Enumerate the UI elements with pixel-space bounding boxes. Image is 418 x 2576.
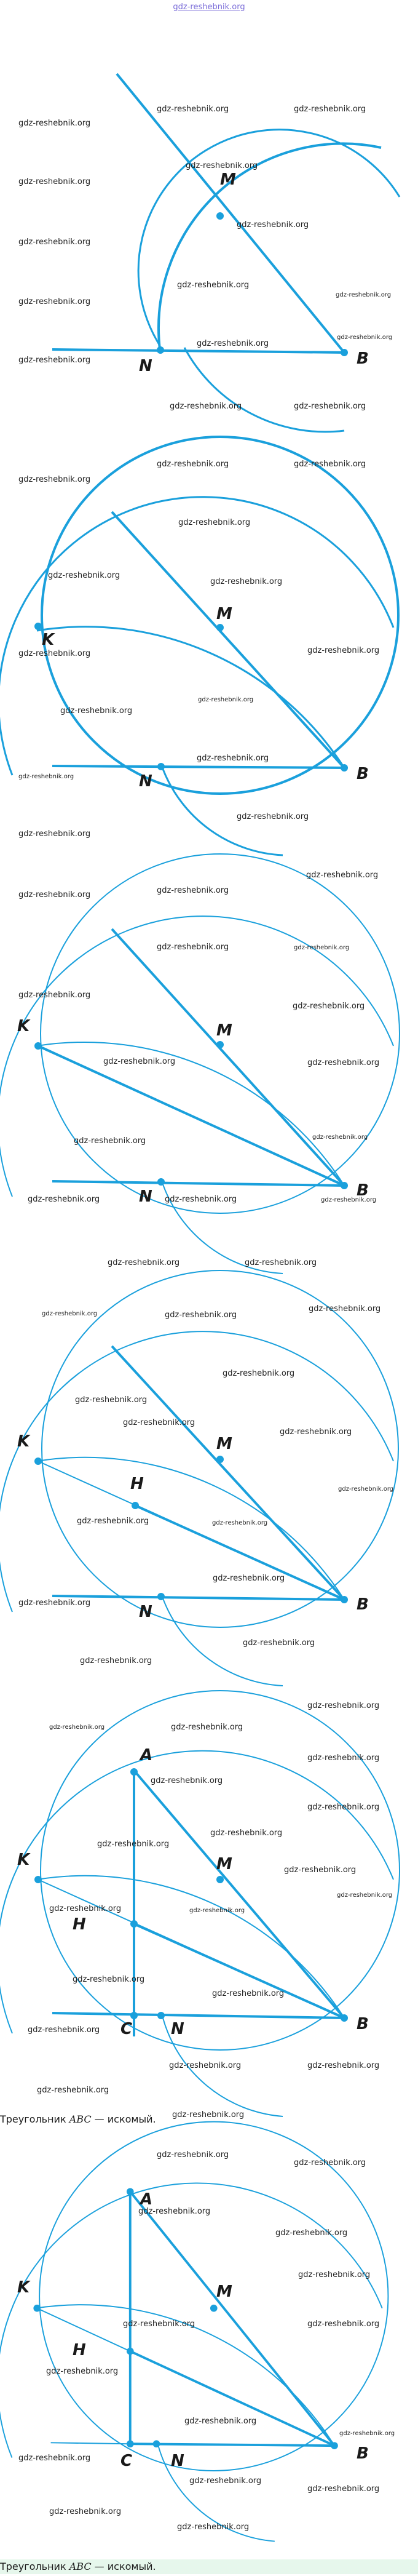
watermark: gdz-reshebnik.org [307, 1753, 380, 1763]
watermark: gdz-reshebnik.org [80, 1656, 152, 1665]
point-b [331, 2442, 338, 2449]
point-k [34, 1042, 42, 1050]
point-h [127, 2348, 134, 2355]
watermark: gdz-reshebnik.org [307, 646, 380, 655]
point-c [130, 2012, 138, 2019]
point-n [153, 2440, 160, 2447]
watermark: gdz-reshebnik.org [18, 649, 91, 658]
watermark: gdz-reshebnik.org [307, 1803, 380, 1812]
watermark: gdz-reshebnik.org [210, 577, 283, 586]
construction-step-2 [0, 431, 418, 861]
point-k [34, 1876, 42, 1883]
label-k: K [17, 1432, 30, 1451]
point-h [132, 1502, 139, 1509]
point-n [157, 346, 164, 354]
watermark: gdz-reshebnik.org [18, 297, 91, 306]
point-m [216, 624, 224, 631]
label-k: K [42, 631, 55, 649]
watermark: gdz-reshebnik.org [197, 339, 269, 348]
point-b [341, 764, 348, 772]
watermark: gdz-reshebnik.org [293, 1002, 365, 1011]
line-nb [52, 766, 345, 768]
line-hb [134, 1924, 344, 2018]
construction-result [0, 2129, 418, 2559]
watermark: gdz-reshebnik.org [172, 2110, 245, 2119]
watermark: gdz-reshebnik.org [18, 356, 91, 365]
watermark: gdz-reshebnik.org [170, 402, 242, 411]
watermark: gdz-reshebnik.org [138, 2207, 211, 2216]
watermark: gdz-reshebnik.org [151, 1776, 223, 1785]
construction-step-1 [0, 0, 418, 431]
label-a: A [140, 2190, 153, 2209]
watermark: gdz-reshebnik.org [338, 1486, 394, 1493]
point-b [341, 1596, 348, 1603]
line-bm [112, 512, 344, 768]
label-h: H [130, 1475, 144, 1493]
label-m: M [216, 1021, 232, 1040]
watermark: gdz-reshebnik.org [307, 2484, 380, 2494]
line-cb [52, 2013, 345, 2018]
watermark: gdz-reshebnik.org [18, 2454, 91, 2463]
watermark: gdz-reshebnik.org [307, 1058, 380, 1067]
watermark: gdz-reshebnik.org [157, 460, 229, 469]
point-b [341, 1182, 348, 1189]
line-kb [38, 1046, 344, 1186]
point-n [157, 763, 165, 770]
label-k: K [17, 2278, 30, 2297]
watermark: gdz-reshebnik.org [49, 2507, 122, 2516]
point-m [216, 1041, 224, 1048]
watermark: gdz-reshebnik.org [197, 754, 269, 763]
watermark: gdz-reshebnik.org [337, 334, 393, 341]
caption-suffix: — искомый. [94, 2561, 156, 2572]
label-n: N [139, 357, 152, 375]
watermark: gdz-reshebnik.org [157, 886, 229, 895]
watermark: gdz-reshebnik.org [309, 1304, 381, 1314]
watermark: gdz-reshebnik.org [28, 1195, 100, 1204]
watermark: gdz-reshebnik.org [223, 1369, 295, 1378]
watermark: gdz-reshebnik.org [165, 1310, 237, 1320]
point-n [157, 2012, 165, 2019]
point-b [341, 349, 348, 356]
point-n [157, 1593, 165, 1600]
label-k: K [17, 1017, 30, 1035]
construction-step-3 [0, 861, 418, 1280]
caption-triangle: ABC [69, 2113, 92, 2125]
label-c: C [120, 2452, 133, 2470]
label-c: C [120, 2020, 133, 2038]
watermark: gdz-reshebnik.org [307, 1701, 380, 1710]
watermark: gdz-reshebnik.org [210, 1828, 283, 1838]
watermark: gdz-reshebnik.org [294, 105, 366, 114]
point-k [34, 623, 42, 630]
step-3-drawing [0, 861, 418, 1280]
line-nb [52, 349, 345, 353]
caption-2 [0, 2561, 156, 2572]
watermark: gdz-reshebnik.org [49, 1904, 122, 1913]
watermark: gdz-reshebnik.org [307, 2061, 380, 2070]
label-n: N [139, 772, 152, 791]
point-c [127, 2440, 134, 2447]
watermark: gdz-reshebnik.org [177, 281, 250, 290]
point-m [216, 1456, 224, 1463]
label-n: N [171, 2020, 184, 2038]
watermark: gdz-reshebnik.org [284, 1865, 357, 1875]
caption-prefix: Треугольник [0, 2561, 66, 2572]
watermark: gdz-reshebnik.org [298, 2270, 371, 2279]
watermark: gdz-reshebnik.org [18, 237, 91, 247]
watermark: gdz-reshebnik.org [42, 1310, 98, 1317]
watermark: gdz-reshebnik.org [245, 1258, 317, 1267]
watermark: gdz-reshebnik.org [157, 2150, 229, 2159]
watermark: gdz-reshebnik.org [178, 518, 251, 527]
watermark: gdz-reshebnik.org [74, 1136, 146, 1146]
point-h [130, 1920, 138, 1928]
label-b: B [357, 765, 369, 783]
label-b: B [357, 349, 369, 368]
point-m [216, 212, 224, 220]
arc-centered-m [138, 130, 400, 345]
label-b: B [357, 2444, 369, 2463]
watermark: gdz-reshebnik.org [18, 475, 91, 484]
label-m: M [216, 605, 232, 623]
point-m [216, 1876, 224, 1883]
label-m: M [216, 2283, 232, 2301]
watermark: gdz-reshebnik.org [75, 1395, 148, 1405]
point-m [210, 2305, 218, 2312]
watermark: gdz-reshebnik.org [18, 177, 91, 186]
arc-centered-b [37, 627, 344, 768]
watermark: gdz-reshebnik.org [212, 1989, 285, 1998]
watermark: gdz-reshebnik.org [177, 2522, 250, 2532]
label-b: B [357, 1595, 369, 1614]
label-b: B [357, 1181, 369, 1200]
watermark: gdz-reshebnik.org [294, 402, 366, 411]
watermark: gdz-reshebnik.org [97, 1840, 170, 1849]
watermark: gdz-reshebnik.org [294, 944, 350, 951]
watermark: gdz-reshebnik.org [77, 1517, 149, 1526]
watermark: gdz-reshebnik.org [18, 890, 91, 899]
caption-suffix: — искомый. [94, 2113, 156, 2125]
label-n: N [171, 2452, 184, 2470]
point-n [157, 1178, 165, 1186]
watermark: gdz-reshebnik.org [60, 706, 133, 716]
caption-prefix: Треугольник [0, 2113, 66, 2125]
arc-centered-n [0, 1751, 393, 2033]
watermark: gdz-reshebnik.org [184, 2417, 257, 2426]
label-m: M [216, 1435, 232, 1453]
line-nb [52, 1181, 345, 1186]
watermark: gdz-reshebnik.org [169, 2061, 242, 2070]
watermark: gdz-reshebnik.org [108, 1258, 180, 1267]
watermark: gdz-reshebnik.org [280, 1427, 352, 1437]
construction-step-4 [0, 1280, 418, 1692]
line-hb [130, 2351, 334, 2446]
watermark: gdz-reshebnik.org [157, 105, 229, 114]
point-k [33, 2305, 41, 2312]
watermark: gdz-reshebnik.org [189, 1907, 245, 1914]
watermark: gdz-reshebnik.org [186, 161, 258, 170]
watermark: gdz-reshebnik.org [165, 1195, 237, 1204]
watermark: gdz-reshebnik.org [321, 1197, 377, 1203]
point-k [34, 1457, 42, 1465]
watermark: gdz-reshebnik.org [339, 2430, 395, 2437]
label-k: K [17, 1851, 30, 1869]
step-1-drawing [0, 0, 418, 431]
watermark: gdz-reshebnik.org [18, 991, 91, 1000]
watermark: gdz-reshebnik.org [237, 812, 309, 821]
arc-centered-b [184, 348, 344, 432]
label-n: N [139, 1187, 152, 1206]
line-bm [112, 1346, 344, 1600]
watermark: gdz-reshebnik.org [46, 2367, 119, 2376]
point-a [127, 2188, 134, 2195]
watermark: gdz-reshebnik.org [171, 1723, 243, 1732]
watermark: gdz-reshebnik.org [123, 1418, 195, 1427]
watermark: gdz-reshebnik.org [213, 1574, 285, 1583]
watermark: gdz-reshebnik.org [336, 292, 392, 298]
arc-centered-n [159, 144, 381, 349]
construction-step-5 [0, 1692, 418, 2123]
watermark: gdz-reshebnik.org [18, 1598, 91, 1608]
point-a [130, 1768, 138, 1776]
watermark: gdz-reshebnik.org [294, 460, 366, 469]
watermark: gdz-reshebnik.org [337, 1892, 393, 1899]
label-h: H [73, 2341, 86, 2359]
watermark: gdz-reshebnik.org [73, 1975, 145, 1984]
watermark: gdz-reshebnik.org [18, 829, 91, 839]
watermark: gdz-reshebnik.org [275, 2228, 348, 2238]
label-n: N [139, 1603, 152, 1621]
label-m: M [220, 170, 236, 189]
watermark: gdz-reshebnik.org [18, 773, 74, 780]
watermark: gdz-reshebnik.org [123, 2319, 195, 2329]
point-b [341, 2014, 348, 2022]
watermark: gdz-reshebnik.org [237, 220, 309, 229]
watermark: gdz-reshebnik.org [103, 1057, 176, 1066]
label-a: A [140, 1746, 153, 1765]
watermark: gdz-reshebnik.org [49, 1724, 105, 1731]
watermark: gdz-reshebnik.org [37, 2086, 109, 2095]
line-nb [52, 1596, 345, 1600]
watermark: gdz-reshebnik.org [243, 1638, 315, 1648]
result-drawing [0, 2129, 418, 2559]
watermark: gdz-reshebnik.org [189, 2476, 262, 2486]
caption-triangle: ABC [69, 2561, 92, 2572]
watermark: gdz-reshebnik.org [307, 2319, 380, 2329]
watermark: gdz-reshebnik.org [28, 2025, 100, 2035]
watermark: gdz-reshebnik.org [157, 943, 229, 952]
watermark: gdz-reshebnik.org [312, 1134, 368, 1141]
label-m: M [216, 1855, 232, 1873]
label-h: H [73, 1915, 86, 1934]
watermark: gdz-reshebnik.org [18, 119, 91, 128]
label-b: B [357, 2015, 369, 2033]
watermark: gdz-reshebnik.org [198, 696, 254, 703]
watermark: gdz-reshebnik.org [294, 2158, 366, 2167]
watermark: gdz-reshebnik.org [48, 571, 120, 580]
site-link[interactable]: gdz-reshebnik.org [173, 2, 245, 12]
watermark: gdz-reshebnik.org [212, 1520, 268, 1526]
caption-1 [0, 2113, 156, 2125]
watermark: gdz-reshebnik.org [306, 871, 379, 880]
